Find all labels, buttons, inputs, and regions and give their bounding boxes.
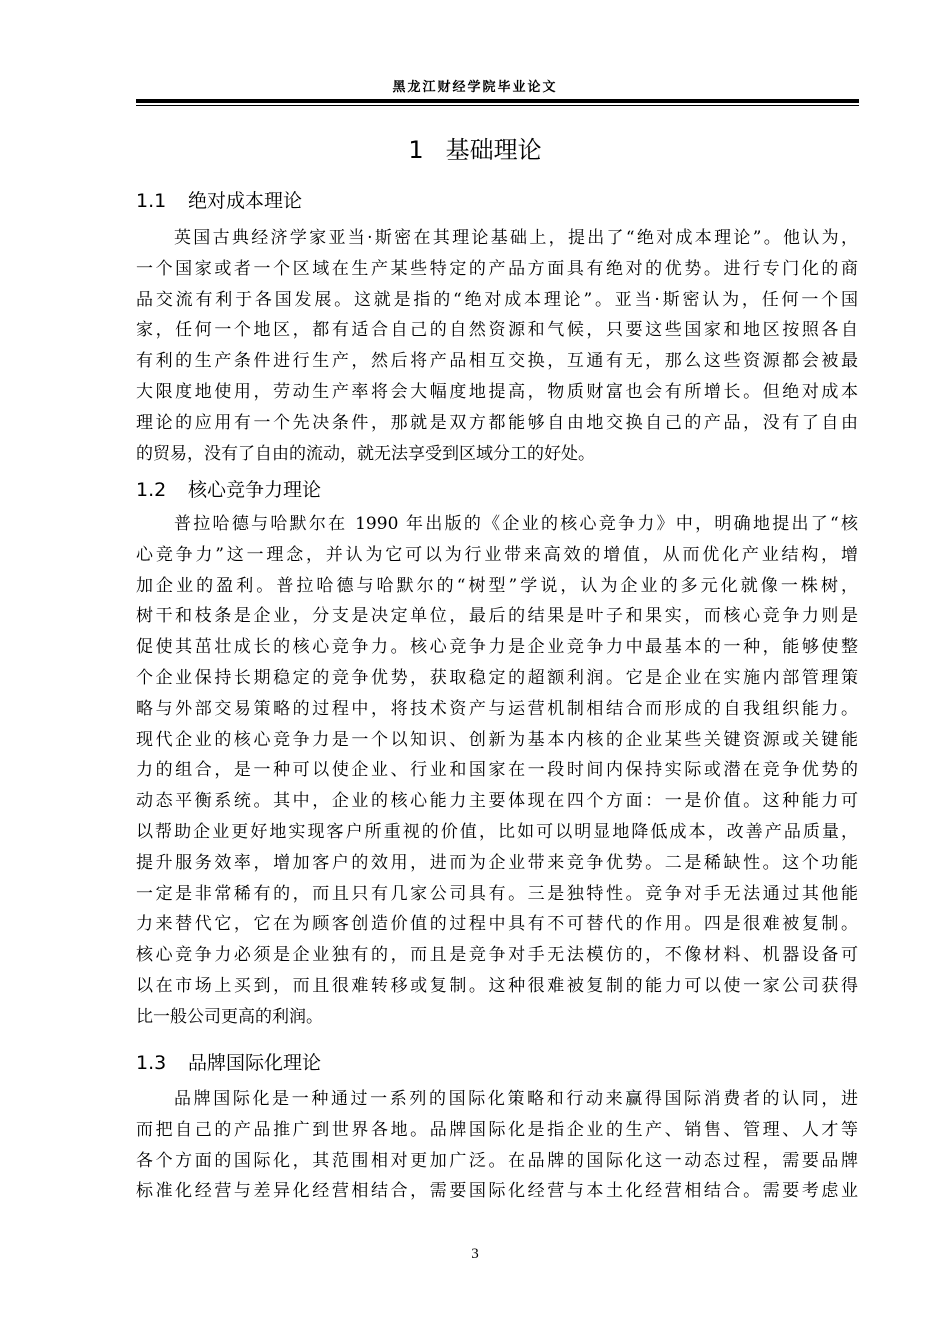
page-header-title: 黑龙江财经学院毕业论文 (392, 80, 558, 95)
paragraph-line: 的贸易，没有了自由的流动，就无法享受到区域分工的好处。 (136, 443, 595, 464)
paragraph-line: 个企业保持长期稳定的竞争优势，获取稳定的超额利润。它是企业在实施内部管理策 (136, 667, 858, 688)
paragraph-absolute-cost (136, 223, 858, 469)
section-title: 核心竞争力理论 (188, 479, 322, 501)
paragraph-line: 以帮助企业更好地实现客户所重视的价值，比如可以明显地降低成本，改善产品质量， (136, 821, 858, 842)
paragraph-line: 普拉哈德与哈默尔在 1990 年出版的《企业的核心竞争力》中，明确地提出了“核 (174, 514, 858, 534)
paragraph-line: 以在市场上买到，而且很难转移或复制。这种很难被复制的能力可以使一家公司获得 (136, 975, 858, 996)
section-number: 1.2 (136, 479, 167, 501)
paragraph-line: 现代企业的核心竞争力是一个以知识、创新为基本内核的企业某些关键资源或关键能 (136, 729, 858, 750)
paragraph-line: 有利的生产条件进行生产，然后将产品相互交换，互通有无，那么这些资源都会被最 (136, 351, 858, 372)
chapter-title-text: 基础理论 (445, 136, 542, 164)
paragraph-line: 家，任何一个地区，都有适合自己的自然资源和气候，只要这些国家和地区按照各自 (136, 320, 858, 341)
paragraph-line: 英国古典经济学家亚当·斯密在其理论基础上，提出了“绝对成本理论”。他认为， (174, 228, 858, 248)
paragraph-brand-internationalization (136, 1084, 858, 1207)
paragraph-line: 提升服务效率，增加客户的效用，进而为企业带来竞争优势。二是稀缺性。这个功能 (136, 852, 858, 873)
paragraph-line: 略与外部交易策略的过程中，将技术资产与运营机制相结合而形成的自我组织能力。 (136, 698, 858, 719)
page-number: 3 (471, 1246, 479, 1262)
paragraph-line: 一定是非常稀有的，而且只有几家公司具有。三是独特性。竞争对手无法通过其他能 (136, 883, 858, 904)
paragraph-line: 品牌国际化是一种通过一系列的国际化策略和行动来赢得国际消费者的认同，进 (174, 1089, 858, 1109)
section-title: 品牌国际化理论 (188, 1052, 322, 1074)
paragraph-line: 比一般公司更高的利润。 (136, 1006, 323, 1027)
section-heading-1-1 (136, 188, 302, 214)
paragraph-line: 力的组合，是一种可以使企业、行业和国家在一段时间内保持实际或潜在竞争优势的 (136, 760, 858, 781)
section-number: 1.3 (136, 1052, 167, 1074)
paragraph-line: 品交流有利于各国发展。这就是指的“绝对成本理论”。亚当·斯密认为，任何一个国 (136, 289, 858, 310)
chapter-title (0, 134, 950, 166)
paragraph-line: 理论的应用有一个先决条件，那就是双方都能够自由地交换自己的产品，没有了自由 (136, 412, 858, 433)
paragraph-line: 而把自己的产品推广到世界各地。品牌国际化是指企业的生产、销售、管理、人才等 (136, 1119, 858, 1140)
section-heading-1-2 (136, 477, 321, 503)
paragraph-line: 促使其茁壮成长的核心竞争力。核心竞争力是企业竞争力中最基本的一种，能够使整 (136, 637, 858, 658)
paragraph-line: 心竞争力”这一理念，并认为它可以为行业带来高效的增值，从而优化产业结构，增 (136, 544, 858, 565)
paragraph-line: 核心竞争力必须是企业独有的，而且是竞争对手无法模仿的，不像材料、机器设备可 (136, 945, 858, 966)
paragraph-core-competence (136, 509, 858, 1033)
paragraph-line: 加企业的盈利。普拉哈德与哈默尔的“树型”学说，认为企业的多元化就像一株树， (136, 575, 858, 596)
paragraph-line: 一个国家或者一个区域在生产某些特定的产品方面具有绝对的优势。进行专门化的商 (136, 258, 858, 279)
paragraph-line: 动态平衡系统。其中，企业的核心能力主要体现在四个方面：一是价值。这种能力可 (136, 791, 858, 812)
paragraph-line: 各个方面的国际化，其范围相对更加广泛。在品牌的国际化这一动态过程，需要品牌 (136, 1150, 858, 1171)
section-title: 绝对成本理论 (188, 190, 303, 212)
chapter-number: 1 (408, 136, 424, 164)
header-rule-thin (136, 105, 859, 106)
header-rule-thick (136, 99, 859, 103)
paragraph-line: 标准化经营与差异化经营相结合，需要国际化经营与本土化经营相结合。需要考虑业 (136, 1181, 858, 1202)
section-number: 1.1 (136, 190, 167, 212)
paragraph-line: 树干和枝条是企业，分支是决定单位，最后的结果是叶子和果实，而核心竞争力则是 (136, 606, 858, 627)
paragraph-line: 大限度地使用，劳动生产率将会大幅度地提高，物质财富也会有所增长。但绝对成本 (136, 381, 858, 402)
section-heading-1-3 (136, 1050, 321, 1076)
paragraph-line: 力来替代它，它在为顾客创造价值的过程中具有不可替代的作用。四是很难被复制。 (136, 914, 858, 935)
